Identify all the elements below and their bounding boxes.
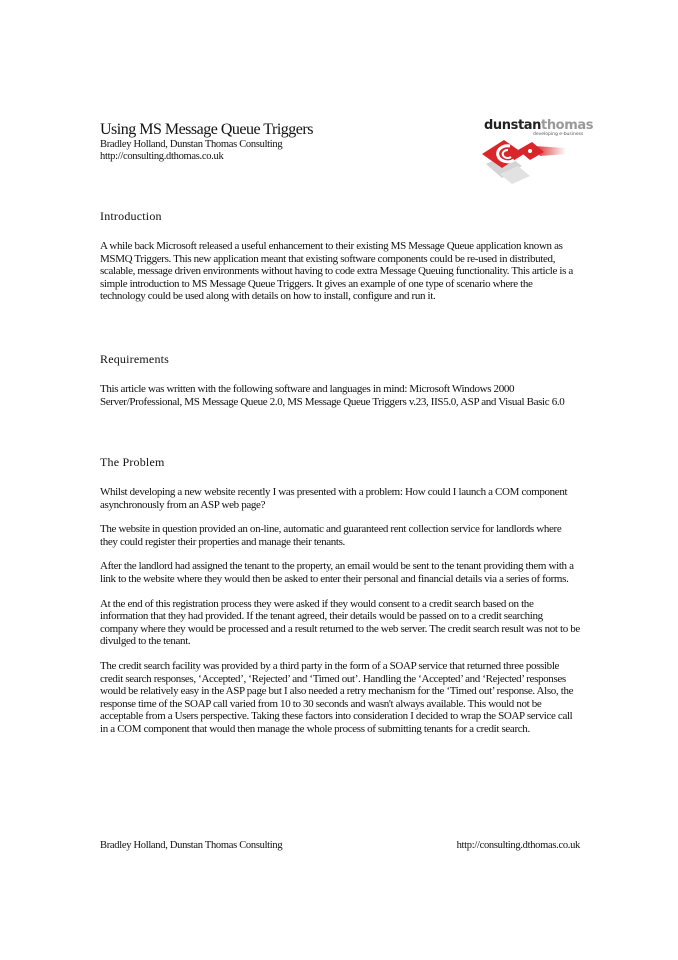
logo-emblem-icon — [478, 136, 568, 184]
paragraph: At the end of this registration process they were asked if they would consent to a credit search based on the information that they had provided. If the tenant agreed, their details would be passed on to a credit searching company where they would be processed and a result returned to the web server. The credit search result was not to be divulged to the tenant. — [100, 597, 580, 648]
paragraph: The website in question provided an on-line, automatic and guaranteed rent collection service for landlords where they could register their properties and manage their tenants. — [100, 523, 562, 548]
section-requirements — [100, 352, 580, 408]
logo-word-dunstan: dunstan — [484, 118, 541, 133]
logo-word-thomas: thomas — [541, 118, 594, 133]
section-heading: Requirements — [100, 352, 170, 366]
paragraph: A while back Microsoft released a useful enhancement to their existing MS Message Queue application known as MSMQ Triggers. This new application meant that existing software components could be re-used in distributed, scalable, message driven environments without having to code extra Message Queuing functionality. This article is a simple introduction to MS Message Queue Triggers. It gives an example of one type of scenario where the technology could be used along with details on how to install, configure and run it. — [100, 240, 573, 303]
footer-url: http://consulting.dthomas.co.uk — [456, 840, 580, 851]
paragraph: Whilst developing a new website recently I was presented with a problem: How could I launch a COM component asynchronously from an ASP web page? — [100, 486, 568, 511]
page-title: Using MS Message Queue Triggers — [100, 121, 313, 138]
section-heading: Introduction — [100, 209, 162, 223]
logo-wordmark — [484, 118, 593, 133]
section-heading: The Problem — [100, 455, 165, 469]
paragraph: The credit search facility was provided by a third party in the form of a SOAP service that returned three possible credit search responses, ‘Accepted’, ‘Rejected’ and ‘Timed out’. Handling the ‘Accepted’ and ‘Rejected’ responses would be relatively easy in the ASP page but I also needed a retry mechanism for the ‘Timed out’ response. Also, the response time of the SOAP call varied from 10 to 30 seconds and wasn't always available. This would not be acceptable from a Users perspective. Taking these factors into consideration I decided to wrap the SOAP service call in a COM component that would then manage the whole process of submitting tenants for a credit search. — [100, 659, 574, 735]
dunstan-thomas-logo — [478, 118, 594, 188]
section-the-problem — [100, 455, 580, 736]
website-url: http://consulting.dthomas.co.uk — [100, 151, 224, 162]
author-line: Bradley Holland, Dunstan Thomas Consulting — [100, 139, 283, 150]
paragraph: After the landlord had assigned the tenant to the property, an email would be sent to the tenant providing them with a link to the website where they would then be asked to enter their personal and financial details via a series of forms. — [100, 560, 574, 585]
section-introduction — [100, 209, 580, 303]
document-header — [100, 121, 400, 163]
footer-author: Bradley Holland, Dunstan Thomas Consulting — [100, 840, 283, 851]
paragraph: This article was written with the following software and languages in mind: Microsoft Windows 2000 Server/Professional, MS Message Queue 2.0, MS Message Queue Triggers v.23, IIS5.0, ASP and Visual Basic 6.0 — [100, 383, 565, 408]
logo-tagline: developing e-business — [533, 132, 584, 137]
